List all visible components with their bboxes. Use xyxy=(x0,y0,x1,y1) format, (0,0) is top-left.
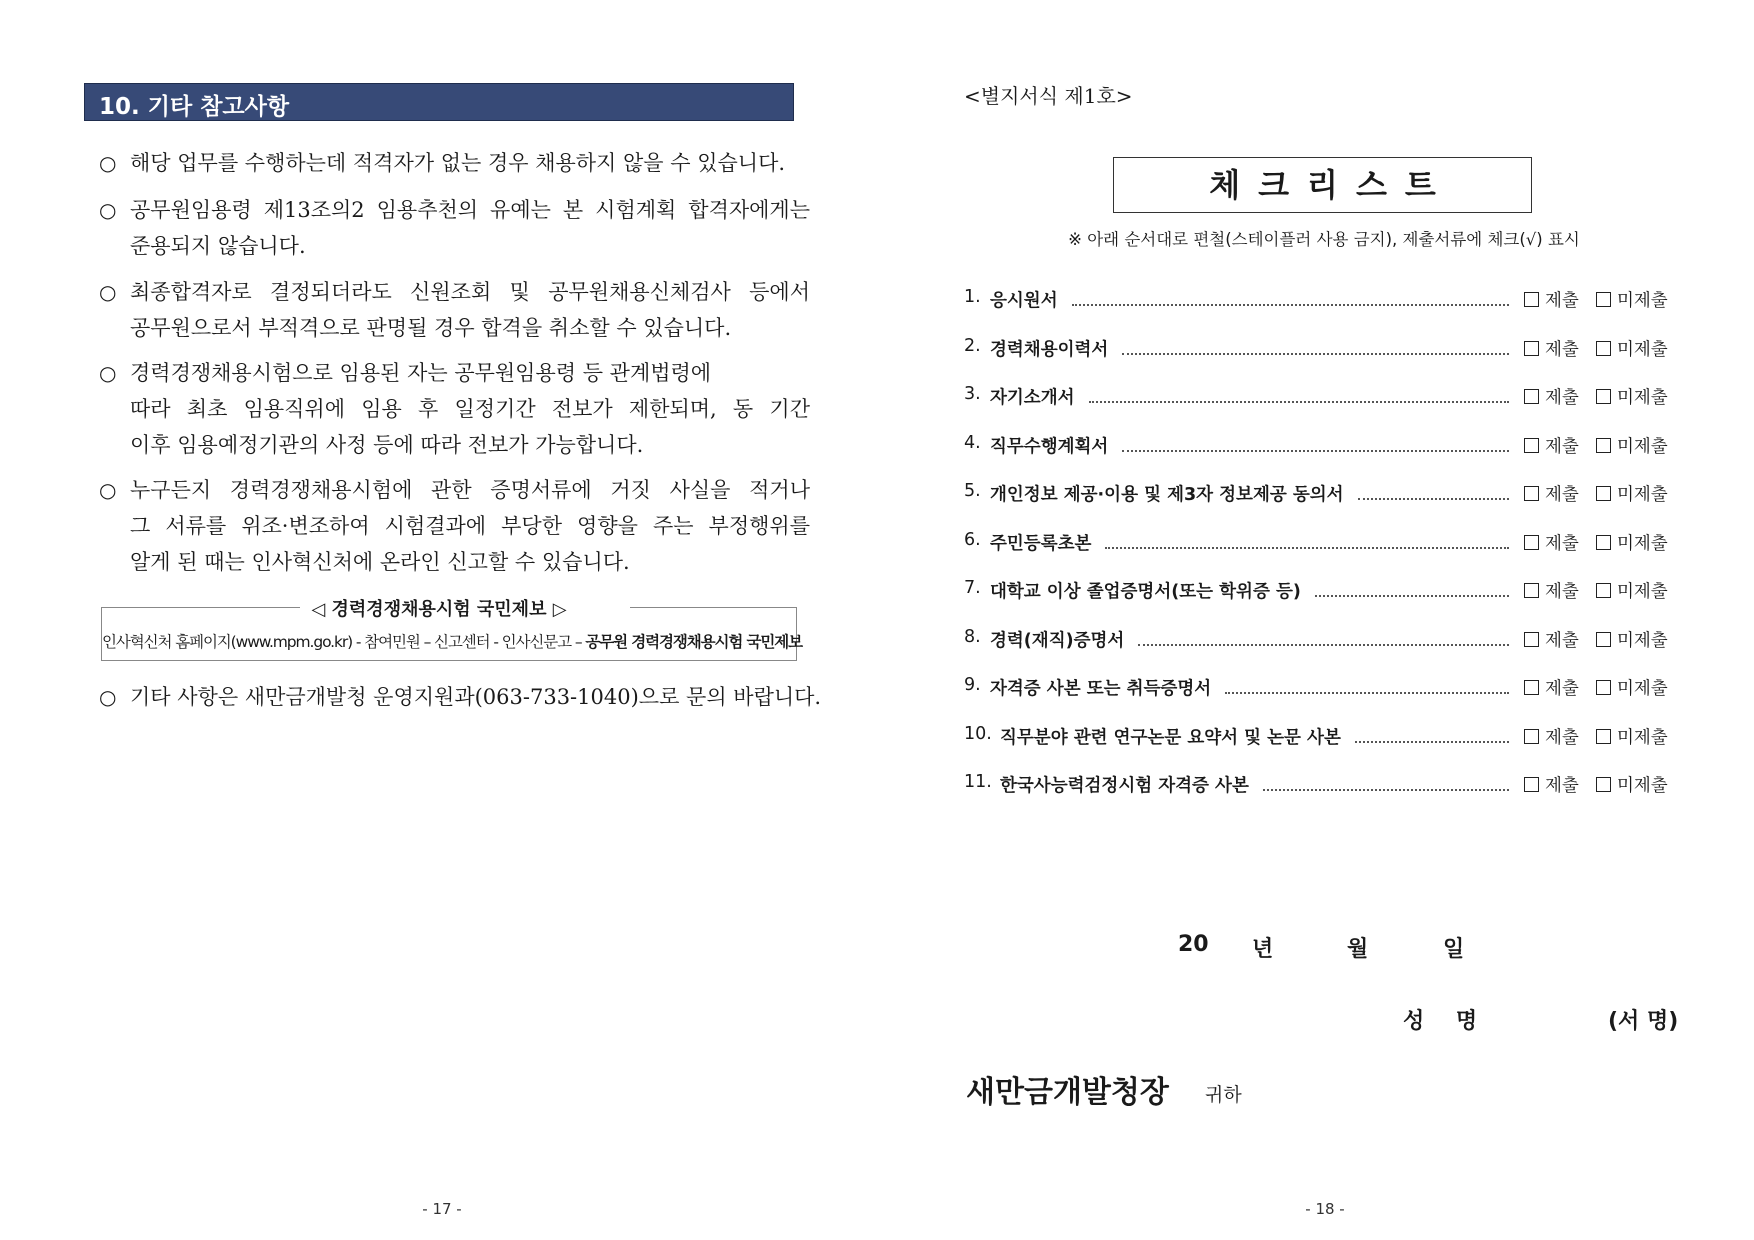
checklist-item-number: 9. xyxy=(964,675,981,695)
signature-sign-label: (서 명) xyxy=(1608,1009,1679,1034)
submitted-option[interactable] xyxy=(1524,336,1579,361)
bullet-mark: ○ xyxy=(99,685,117,709)
checklist-item xyxy=(964,336,1684,366)
checkbox-icon[interactable] xyxy=(1524,680,1539,695)
not-submitted-option[interactable] xyxy=(1596,627,1668,652)
not-submitted-label: 미제출 xyxy=(1617,727,1668,748)
checklist-item xyxy=(964,433,1684,463)
checklist-item-label: 주민등록초본 xyxy=(990,533,1092,554)
checklist-item-label: 직무분야 관련 연구논문 요약서 및 논문 사본 xyxy=(1000,727,1341,748)
bullet-line: 이후 임용예정기관의 사정 등에 따라 전보가 가능합니다. xyxy=(130,433,644,457)
checklist-item-label: 한국사능력검정시험 자격증 사본 xyxy=(1000,776,1249,796)
submitted-label: 제출 xyxy=(1545,533,1579,554)
leader-dots xyxy=(1105,547,1509,549)
checkbox-icon[interactable] xyxy=(1596,292,1611,307)
submitted-label: 제출 xyxy=(1545,582,1579,602)
not-submitted-option[interactable] xyxy=(1596,433,1668,458)
bullet-mark: ○ xyxy=(99,151,117,175)
leader-dots xyxy=(1089,401,1509,403)
checklist-item xyxy=(964,627,1684,657)
checkbox-icon[interactable] xyxy=(1524,438,1539,453)
checkbox-icon[interactable] xyxy=(1596,583,1611,598)
checkbox-icon[interactable] xyxy=(1524,341,1539,356)
submitted-option[interactable] xyxy=(1524,578,1579,603)
date-month: 월 xyxy=(1347,937,1369,962)
checklist-item-label: 경력(재직)증명서 xyxy=(990,630,1125,651)
checkbox-icon[interactable] xyxy=(1524,583,1539,598)
checkbox-icon[interactable] xyxy=(1596,777,1611,792)
leader-dots xyxy=(1122,353,1509,355)
checkbox-icon[interactable] xyxy=(1524,389,1539,404)
bullet-line: 따라 최초 임용직위에 임용 후 일정기간 전보가 제한되며, 동 기간 xyxy=(130,397,810,421)
checklist-item-label: 개인정보 제공·이용 및 제3자 정보제공 동의서 xyxy=(990,485,1344,505)
not-submitted-label: 미제출 xyxy=(1617,533,1668,554)
checkbox-icon[interactable] xyxy=(1596,535,1611,550)
submitted-label: 제출 xyxy=(1545,776,1579,796)
submitted-label: 제출 xyxy=(1545,388,1579,408)
bullet-mark: ○ xyxy=(99,478,117,502)
leader-dots xyxy=(1072,304,1509,306)
not-submitted-option[interactable] xyxy=(1596,724,1668,749)
checklist-item-number: 1. xyxy=(964,287,981,307)
checklist-item-number: 5. xyxy=(964,481,981,501)
bullet-line: 해당 업무를 수행하는데 적격자가 없는 경우 채용하지 않을 수 있습니다. xyxy=(130,151,786,175)
signature-name-label: 성 명 xyxy=(1403,1009,1490,1034)
leader-dots xyxy=(1225,692,1509,694)
section-title: 10. 기타 참고사항 xyxy=(99,94,290,120)
not-submitted-option[interactable] xyxy=(1596,578,1668,603)
checklist-item-number: 3. xyxy=(964,384,981,404)
bullet-mark: ○ xyxy=(99,280,117,304)
submitted-option[interactable] xyxy=(1524,627,1579,652)
submitted-option[interactable] xyxy=(1524,384,1579,409)
not-submitted-option[interactable] xyxy=(1596,530,1668,555)
not-submitted-label: 미제출 xyxy=(1617,485,1668,505)
leader-dots xyxy=(1263,789,1509,791)
page-number-right: - 18 - xyxy=(1305,1200,1345,1218)
bullet-mark: ○ xyxy=(99,361,117,385)
leader-dots xyxy=(1122,450,1509,452)
bullet-line: 경력경쟁채용시험으로 임용된 자는 공무원임용령 등 관계법령에 xyxy=(130,361,712,385)
report-path-bold: 공무원 경력경쟁채용시험 국민제보 xyxy=(585,633,803,651)
not-submitted-label: 미제출 xyxy=(1617,582,1668,602)
checklist-item-label: 자격증 사본 또는 취득증명서 xyxy=(990,679,1212,699)
not-submitted-option[interactable] xyxy=(1596,384,1668,409)
checklist-note: ※ 아래 순서대로 편철(스테이플러 사용 금지), 제출서류에 체크(√) 표시 xyxy=(1068,230,1580,249)
checklist-title: 체크리스트 xyxy=(1113,157,1532,213)
checklist-item-number: 2. xyxy=(964,335,981,356)
not-submitted-option[interactable] xyxy=(1596,287,1668,312)
checkbox-icon[interactable] xyxy=(1596,729,1611,744)
submitted-label: 제출 xyxy=(1545,630,1579,651)
submitted-option[interactable] xyxy=(1524,772,1579,797)
submitted-option[interactable] xyxy=(1524,675,1579,700)
checklist-item-label: 응시원서 xyxy=(990,291,1058,311)
bullet-mark: ○ xyxy=(99,198,117,222)
not-submitted-label: 미제출 xyxy=(1617,291,1668,311)
checklist-item-number: 10. xyxy=(964,723,992,744)
checkbox-icon[interactable] xyxy=(1524,292,1539,307)
checklist-item-label: 자기소개서 xyxy=(990,388,1075,408)
form-id: <별지서식 제1호> xyxy=(964,84,1133,108)
addressee: 새만금개발청장 xyxy=(966,1075,1169,1110)
leader-dots xyxy=(1358,498,1509,500)
checklist-item xyxy=(964,578,1684,608)
checklist-item xyxy=(964,675,1684,705)
report-path-plain: 인사혁신처 홈페이지(www.mpm.go.kr) - 참여민원 – 신고센터 - 인사신문고 – xyxy=(102,633,586,651)
checkbox-icon[interactable] xyxy=(1524,632,1539,647)
leader-dots xyxy=(1138,644,1509,646)
checklist-item-number: 6. xyxy=(964,529,981,550)
bullet-line: 누구든지 경력경쟁채용시험에 관한 증명서류에 거짓 사실을 적거나 xyxy=(130,478,810,502)
checkbox-icon[interactable] xyxy=(1596,438,1611,453)
bullet-line: 기타 사항은 새만금개발청 운영지원과(063-733-1040)으로 문의 바랍니다. xyxy=(130,685,822,709)
bullet-line: 그 서류를 위조·변조하여 시험결과에 부당한 영향을 주는 부정행위를 xyxy=(130,514,810,538)
checkbox-icon[interactable] xyxy=(1524,535,1539,550)
not-submitted-label: 미제출 xyxy=(1617,776,1668,796)
checkbox-icon[interactable] xyxy=(1596,486,1611,501)
checklist-item-number: 4. xyxy=(964,432,981,453)
submitted-option[interactable] xyxy=(1524,724,1579,749)
not-submitted-label: 미제출 xyxy=(1617,679,1668,699)
checklist-item-number: 11. xyxy=(964,772,992,792)
leader-dots xyxy=(1315,595,1509,597)
section-header xyxy=(84,83,794,121)
checklist-item xyxy=(964,772,1684,802)
checklist-item xyxy=(964,287,1684,317)
honorific: 귀하 xyxy=(1205,1084,1242,1106)
submitted-label: 제출 xyxy=(1545,727,1579,748)
checklist-item-label: 대학교 이상 졸업증명서(또는 학위증 등) xyxy=(990,582,1301,602)
checkbox-icon[interactable] xyxy=(1596,341,1611,356)
checkbox-icon[interactable] xyxy=(1596,632,1611,647)
submitted-label: 제출 xyxy=(1545,436,1579,457)
leader-dots xyxy=(1355,741,1509,743)
not-submitted-label: 미제출 xyxy=(1617,436,1668,457)
report-title: ◁ 경력경쟁채용시험 국민제보 ▷ xyxy=(311,599,567,620)
checkbox-icon[interactable] xyxy=(1596,389,1611,404)
checklist-item-number: 8. xyxy=(964,626,981,647)
submitted-label: 제출 xyxy=(1545,485,1579,505)
page-number-left: - 17 - xyxy=(422,1200,462,1218)
bullet-line: 공무원임용령 제13조의2 임용추천의 유예는 본 시험계획 합격자에게는 xyxy=(130,198,810,222)
checklist-item-number: 7. xyxy=(964,578,981,598)
not-submitted-option[interactable] xyxy=(1596,675,1668,700)
checklist-item-label: 경력채용이력서 xyxy=(990,339,1109,360)
not-submitted-option[interactable] xyxy=(1596,772,1668,797)
not-submitted-label: 미제출 xyxy=(1617,630,1668,651)
not-submitted-option[interactable] xyxy=(1596,481,1668,506)
checklist-item xyxy=(964,384,1684,414)
submitted-option[interactable] xyxy=(1524,481,1579,506)
not-submitted-label: 미제출 xyxy=(1617,388,1668,408)
date-year-prefix: 20 xyxy=(1178,932,1209,957)
submitted-label: 제출 xyxy=(1545,339,1579,360)
report-path xyxy=(102,630,803,652)
submitted-label: 제출 xyxy=(1545,291,1579,311)
date-day: 일 xyxy=(1443,937,1465,962)
not-submitted-option[interactable] xyxy=(1596,336,1668,361)
submitted-option[interactable] xyxy=(1524,433,1579,458)
submitted-label: 제출 xyxy=(1545,679,1579,699)
checklist-item-label: 직무수행계획서 xyxy=(990,436,1109,457)
submitted-option[interactable] xyxy=(1524,287,1579,312)
not-submitted-label: 미제출 xyxy=(1617,339,1668,360)
bullet-line: 공무원으로서 부적격으로 판명될 경우 합격을 취소할 수 있습니다. xyxy=(130,316,732,340)
bullet-line: 최종합격자로 결정되더라도 신원조회 및 공무원채용신체검사 등에서 xyxy=(130,280,810,304)
checklist-item xyxy=(964,530,1684,560)
submitted-option[interactable] xyxy=(1524,530,1579,555)
date-year: 년 xyxy=(1252,937,1274,962)
checkbox-icon[interactable] xyxy=(1524,729,1539,744)
checklist-item xyxy=(964,481,1684,511)
checkbox-icon[interactable] xyxy=(1596,680,1611,695)
bullet-line: 준용되지 않습니다. xyxy=(130,234,306,258)
checkbox-icon[interactable] xyxy=(1524,486,1539,501)
checklist-item xyxy=(964,724,1684,754)
bullet-line: 알게 된 때는 인사혁신처에 온라인 신고할 수 있습니다. xyxy=(130,550,630,574)
checkbox-icon[interactable] xyxy=(1524,777,1539,792)
